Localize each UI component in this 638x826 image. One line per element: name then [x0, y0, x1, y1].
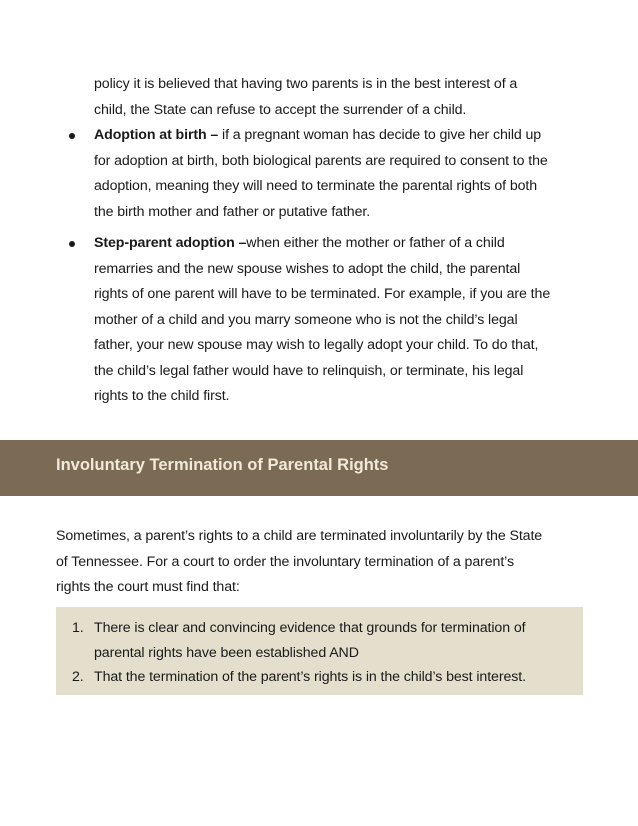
text-line: when either the mother or father of a child [246, 235, 505, 251]
list-item [56, 616, 583, 665]
continued-paragraph [94, 72, 594, 123]
text-line: remarries and the new spouse wishes to adopt the child, the parental [94, 260, 521, 277]
text-line: That the termination of the parent’s rights is in the child’s best interest. [94, 669, 526, 685]
section-intro [56, 524, 596, 601]
bullet-list [94, 123, 604, 410]
section-banner [0, 440, 638, 496]
text-line: rights the court must find that: [56, 579, 240, 595]
text-line: father, your new spouse may wish to legally adopt your child. To do that, [94, 337, 539, 353]
bullet-title: Step-parent adoption – [94, 235, 247, 251]
text-line: the birth mother and father or putative father. [94, 203, 371, 220]
text-line: Sometimes, a parent’s rights to a child are terminated involuntarily by the State [56, 528, 543, 544]
bullet-first-line [94, 231, 604, 257]
list-item [56, 665, 583, 690]
text-line: the child’s legal father would have to relinquish, or terminate, his legal [94, 362, 524, 379]
text-line: parental rights have been established AND [94, 644, 359, 661]
bullet-title: Adoption at birth – [94, 127, 219, 143]
bullet-first-line [94, 123, 604, 149]
bullet-dot-icon [69, 241, 75, 247]
numbered-list [56, 616, 583, 690]
text-line: adoption, meaning they will need to terminate the parental rights of both [94, 178, 538, 194]
text-line: policy it is believed that having two parents is in the best interest of a [94, 76, 518, 92]
text-line: mother of a child and you marry someone who is not the child’s legal [94, 311, 518, 328]
text-line: if a pregnant woman has decide to give her child up [218, 127, 542, 143]
bullet-step-parent-adoption [94, 231, 604, 410]
section-heading: Involuntary Termination of Parental Rights [56, 456, 389, 474]
item-number: 2. [72, 669, 84, 685]
bullet-adoption-at-birth [94, 123, 604, 225]
bullet-dot-icon [69, 133, 75, 139]
text-line: rights to the child first. [94, 388, 230, 404]
text-line: rights of one parent will have to be terminated. For example, if you are the [94, 286, 551, 302]
text-line: child, the State can refuse to accept the surrender of a child. [94, 101, 467, 118]
item-number: 1. [72, 620, 84, 636]
text-line: for adoption at birth, both biological parents are required to consent to the [94, 152, 548, 169]
text-line: of Tennessee. For a court to order the involuntary termination of a parent’s [56, 553, 514, 570]
text-line: There is clear and convincing evidence that grounds for termination of [94, 620, 526, 636]
requirements-callout [56, 607, 583, 695]
